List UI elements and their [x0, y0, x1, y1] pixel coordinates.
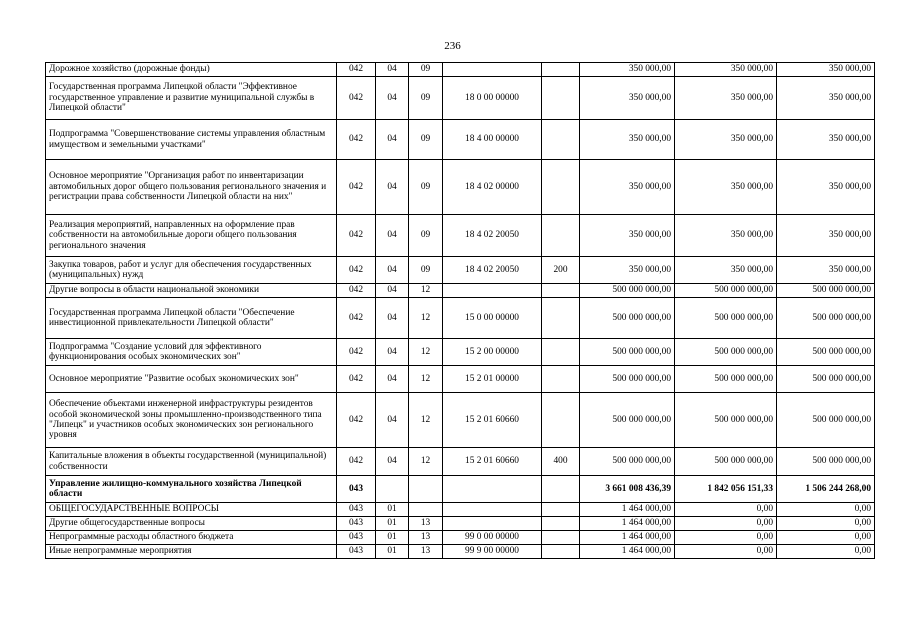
cell-expense-type: [542, 503, 580, 517]
cell-sum-year-3: 500 000 000,00: [777, 448, 875, 476]
cell-subsection: 12: [409, 298, 443, 339]
cell-subsection: 12: [409, 366, 443, 393]
cell-admin-code: 042: [337, 215, 376, 257]
cell-sum-year-1: 350 000,00: [580, 63, 675, 77]
cell-sum-year-2: 1 842 056 151,33: [675, 476, 777, 503]
cell-name: Подпрограмма "Создание условий для эффективного функционирования особых экономических зон": [46, 339, 337, 366]
cell-subsection: [409, 476, 443, 503]
table-body: [46, 63, 875, 559]
cell-admin-code: 043: [337, 545, 376, 559]
table-row: [46, 517, 875, 531]
cell-name: Подпрограмма "Совершенствование системы управления областным имуществом и земельными участками": [46, 120, 337, 160]
cell-sum-year-3: 350 000,00: [777, 215, 875, 257]
cell-admin-code: 042: [337, 298, 376, 339]
table-row: [46, 160, 875, 215]
cell-name: Реализация мероприятий, направленных на оформление прав собственности на автомобильные дороги общего пользования регионального значения: [46, 215, 337, 257]
cell-sum-year-1: 1 464 000,00: [580, 545, 675, 559]
table-row: [46, 77, 875, 120]
cell-sum-year-1: 500 000 000,00: [580, 366, 675, 393]
table-row: [46, 545, 875, 559]
cell-sum-year-3: 350 000,00: [777, 77, 875, 120]
cell-expense-type: [542, 339, 580, 366]
table-row: [46, 366, 875, 393]
cell-sum-year-3: 500 000 000,00: [777, 339, 875, 366]
cell-sum-year-1: 1 464 000,00: [580, 517, 675, 531]
cell-sum-year-3: 350 000,00: [777, 120, 875, 160]
cell-subsection: 12: [409, 339, 443, 366]
cell-sum-year-2: 0,00: [675, 531, 777, 545]
cell-admin-code: 042: [337, 63, 376, 77]
cell-target-article: [443, 284, 542, 298]
table-row: [46, 120, 875, 160]
cell-sum-year-2: 500 000 000,00: [675, 448, 777, 476]
table-row: [46, 531, 875, 545]
cell-name: Непрограммные расходы областного бюджета: [46, 531, 337, 545]
cell-admin-code: 042: [337, 257, 376, 284]
cell-sum-year-1: 350 000,00: [580, 215, 675, 257]
cell-section: 04: [376, 120, 409, 160]
cell-sum-year-2: 0,00: [675, 517, 777, 531]
cell-sum-year-1: 500 000 000,00: [580, 298, 675, 339]
table-row: [46, 448, 875, 476]
cell-expense-type: [542, 476, 580, 503]
cell-subsection: 09: [409, 160, 443, 215]
cell-sum-year-2: 500 000 000,00: [675, 284, 777, 298]
cell-target-article: 18 4 00 00000: [443, 120, 542, 160]
cell-sum-year-1: 350 000,00: [580, 120, 675, 160]
table-row: [46, 503, 875, 517]
cell-name: Обеспечение объектами инженерной инфраструктуры резидентов особой экономической зоны промышленно-производственного типа "Липецк" и участников особых экономических зон регионального уровня: [46, 393, 337, 448]
cell-target-article: [443, 503, 542, 517]
cell-sum-year-1: 1 464 000,00: [580, 531, 675, 545]
cell-section: 01: [376, 503, 409, 517]
table-row: [46, 393, 875, 448]
cell-name: Государственная программа Липецкой области "Эффективное государственное управление и развитие муниципальной службы в Липецкой области": [46, 77, 337, 120]
cell-name: ОБЩЕГОСУДАРСТВЕННЫЕ ВОПРОСЫ: [46, 503, 337, 517]
cell-sum-year-2: 350 000,00: [675, 63, 777, 77]
budget-table: [45, 62, 875, 559]
cell-subsection: 13: [409, 545, 443, 559]
table-row: [46, 215, 875, 257]
cell-target-article: 18 0 00 00000: [443, 77, 542, 120]
cell-subsection: 12: [409, 284, 443, 298]
cell-target-article: 18 4 02 20050: [443, 215, 542, 257]
cell-section: 04: [376, 215, 409, 257]
cell-section: 04: [376, 393, 409, 448]
table-row: [46, 284, 875, 298]
cell-subsection: 13: [409, 531, 443, 545]
cell-name: Закупка товаров, работ и услуг для обеспечения государственных (муниципальных) нужд: [46, 257, 337, 284]
cell-section: 04: [376, 63, 409, 77]
cell-sum-year-1: 350 000,00: [580, 77, 675, 120]
cell-target-article: 15 2 01 00000: [443, 366, 542, 393]
cell-sum-year-2: 350 000,00: [675, 160, 777, 215]
cell-name: Дорожное хозяйство (дорожные фонды): [46, 63, 337, 77]
cell-target-article: [443, 517, 542, 531]
cell-sum-year-3: 1 506 244 268,00: [777, 476, 875, 503]
cell-expense-type: [542, 531, 580, 545]
cell-sum-year-2: 500 000 000,00: [675, 393, 777, 448]
cell-name: Основное мероприятие "Развитие особых экономических зон": [46, 366, 337, 393]
cell-sum-year-3: 0,00: [777, 517, 875, 531]
cell-expense-type: [542, 545, 580, 559]
cell-name: Капитальные вложения в объекты государственной (муниципальной) собственности: [46, 448, 337, 476]
cell-sum-year-3: 0,00: [777, 545, 875, 559]
cell-target-article: 99 9 00 00000: [443, 545, 542, 559]
cell-name: Управление жилищно-коммунального хозяйства Липецкой области: [46, 476, 337, 503]
cell-name: Другие вопросы в области национальной экономики: [46, 284, 337, 298]
cell-sum-year-1: 1 464 000,00: [580, 503, 675, 517]
cell-sum-year-2: 0,00: [675, 545, 777, 559]
cell-sum-year-3: 500 000 000,00: [777, 393, 875, 448]
cell-sum-year-3: 0,00: [777, 503, 875, 517]
table-row: [46, 476, 875, 503]
cell-target-article: 15 2 01 60660: [443, 448, 542, 476]
cell-target-article: 99 0 00 00000: [443, 531, 542, 545]
cell-sum-year-1: 3 661 008 436,39: [580, 476, 675, 503]
cell-admin-code: 042: [337, 284, 376, 298]
cell-name: Иные непрограммные мероприятия: [46, 545, 337, 559]
cell-sum-year-3: 0,00: [777, 531, 875, 545]
cell-name: Основное мероприятие "Организация работ по инвентаризации автомобильных дорог общего пользования регионального значения и регистрации права собственности Липецкой области на них": [46, 160, 337, 215]
cell-section: 01: [376, 545, 409, 559]
cell-section: 04: [376, 298, 409, 339]
cell-expense-type: [542, 393, 580, 448]
cell-subsection: [409, 503, 443, 517]
cell-admin-code: 043: [337, 517, 376, 531]
cell-subsection: 09: [409, 120, 443, 160]
cell-subsection: 12: [409, 393, 443, 448]
cell-section: 04: [376, 257, 409, 284]
cell-sum-year-3: 350 000,00: [777, 257, 875, 284]
cell-name: Другие общегосударственные вопросы: [46, 517, 337, 531]
cell-admin-code: 042: [337, 448, 376, 476]
cell-target-article: [443, 476, 542, 503]
cell-subsection: 09: [409, 63, 443, 77]
cell-target-article: 18 4 02 20050: [443, 257, 542, 284]
cell-expense-type: [542, 120, 580, 160]
table-row: [46, 298, 875, 339]
cell-sum-year-1: 350 000,00: [580, 257, 675, 284]
cell-target-article: [443, 63, 542, 77]
cell-target-article: 15 2 00 00000: [443, 339, 542, 366]
cell-sum-year-1: 500 000 000,00: [580, 339, 675, 366]
cell-sum-year-2: 500 000 000,00: [675, 298, 777, 339]
cell-admin-code: 043: [337, 531, 376, 545]
cell-subsection: 09: [409, 215, 443, 257]
cell-admin-code: 043: [337, 476, 376, 503]
cell-section: 04: [376, 448, 409, 476]
cell-target-article: 15 2 01 60660: [443, 393, 542, 448]
cell-subsection: 12: [409, 448, 443, 476]
page-number: 236: [444, 40, 461, 52]
cell-sum-year-2: 0,00: [675, 503, 777, 517]
cell-expense-type: [542, 366, 580, 393]
cell-target-article: 15 0 00 00000: [443, 298, 542, 339]
cell-expense-type: 200: [542, 257, 580, 284]
cell-section: 04: [376, 160, 409, 215]
cell-admin-code: 042: [337, 393, 376, 448]
cell-sum-year-3: 350 000,00: [777, 160, 875, 215]
cell-section: [376, 476, 409, 503]
cell-admin-code: 042: [337, 77, 376, 120]
cell-expense-type: [542, 298, 580, 339]
cell-section: 04: [376, 77, 409, 120]
cell-sum-year-3: 500 000 000,00: [777, 298, 875, 339]
cell-sum-year-1: 500 000 000,00: [580, 448, 675, 476]
cell-sum-year-1: 350 000,00: [580, 160, 675, 215]
cell-sum-year-2: 350 000,00: [675, 215, 777, 257]
table-row: [46, 257, 875, 284]
table-row: [46, 63, 875, 77]
cell-sum-year-3: 500 000 000,00: [777, 366, 875, 393]
cell-sum-year-2: 500 000 000,00: [675, 366, 777, 393]
cell-admin-code: 043: [337, 503, 376, 517]
cell-expense-type: 400: [542, 448, 580, 476]
cell-sum-year-2: 500 000 000,00: [675, 339, 777, 366]
cell-section: 04: [376, 339, 409, 366]
cell-section: 01: [376, 531, 409, 545]
cell-sum-year-2: 350 000,00: [675, 257, 777, 284]
cell-section: 04: [376, 366, 409, 393]
cell-sum-year-3: 500 000 000,00: [777, 284, 875, 298]
cell-admin-code: 042: [337, 366, 376, 393]
cell-admin-code: 042: [337, 339, 376, 366]
cell-section: 01: [376, 517, 409, 531]
cell-sum-year-1: 500 000 000,00: [580, 284, 675, 298]
table-row: [46, 339, 875, 366]
cell-sum-year-1: 500 000 000,00: [580, 393, 675, 448]
cell-sum-year-3: 350 000,00: [777, 63, 875, 77]
cell-name: Государственная программа Липецкой области "Обеспечение инвестиционной привлекательности Липецкой области": [46, 298, 337, 339]
cell-expense-type: [542, 77, 580, 120]
cell-admin-code: 042: [337, 160, 376, 215]
cell-subsection: 13: [409, 517, 443, 531]
cell-subsection: 09: [409, 77, 443, 120]
cell-admin-code: 042: [337, 120, 376, 160]
cell-subsection: 09: [409, 257, 443, 284]
cell-target-article: 18 4 02 00000: [443, 160, 542, 215]
cell-expense-type: [542, 160, 580, 215]
cell-sum-year-2: 350 000,00: [675, 77, 777, 120]
cell-expense-type: [542, 284, 580, 298]
cell-expense-type: [542, 517, 580, 531]
cell-section: 04: [376, 284, 409, 298]
cell-expense-type: [542, 215, 580, 257]
cell-expense-type: [542, 63, 580, 77]
cell-sum-year-2: 350 000,00: [675, 120, 777, 160]
